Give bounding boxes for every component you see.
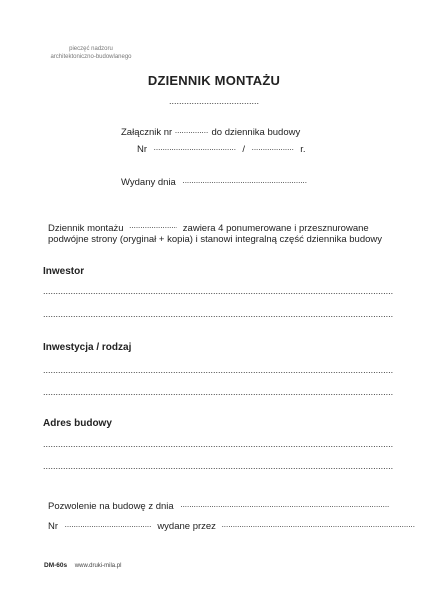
statement-part-2: zawiera 4 ponumerowane i przesznurowane [182, 223, 369, 234]
register-slash: / [242, 144, 245, 155]
stamp-label-line-2: architektoniczno-budowlanego [50, 54, 132, 60]
title-number-field[interactable] [169, 97, 259, 106]
address-line-1[interactable] [43, 440, 393, 449]
stamp-label-line-1: pieczęć nadzoru [69, 46, 113, 52]
attachment-suffix: do dziennika budowy [211, 127, 301, 138]
permit-issued-by-label: wydane przez [157, 521, 216, 532]
permit-label: Pozwolenie na budowę z dnia [48, 501, 174, 512]
statement-paragraph [48, 220, 403, 245]
investor-heading: Inwestor [43, 266, 85, 277]
architect-supervision-stamp-area [36, 45, 146, 61]
issued-date-field[interactable] [182, 176, 307, 185]
investor-line-2[interactable] [43, 310, 393, 319]
issued-label: Wydany dnia [121, 177, 176, 188]
publisher-url: www.druki-mila.pl [74, 563, 122, 569]
document-title: DZIENNIK MONTAŻU [147, 73, 281, 88]
address-heading: Adres budowy [43, 418, 112, 429]
statement-number-field[interactable] [129, 220, 177, 231]
statement-line-2: podwójne strony (oryginał + kopia) i stanowi integralną część dziennika budowy [48, 234, 383, 245]
statement-part-1: Dziennik montażu [48, 223, 124, 234]
attachment-number-field[interactable] [175, 126, 209, 135]
investment-line-2[interactable] [43, 388, 393, 397]
attachment-prefix: Załącznik nr [121, 127, 173, 138]
address-line-2[interactable] [43, 462, 393, 471]
permit-date-field[interactable] [180, 500, 390, 509]
permit-issued-by-field[interactable] [222, 520, 415, 529]
register-year-field[interactable] [252, 143, 294, 152]
permit-number-field[interactable] [65, 520, 151, 529]
investor-line-1[interactable] [43, 287, 393, 296]
register-year-suffix: r. [300, 144, 306, 155]
form-code: DM-60s [44, 562, 68, 569]
attachment-row [121, 126, 300, 138]
investment-heading: Inwestycja / rodzaj [43, 342, 132, 353]
permit-nr-label: Nr [48, 521, 59, 532]
investment-line-1[interactable] [43, 366, 393, 375]
permit-number-row [48, 520, 415, 532]
register-number-field[interactable] [154, 143, 236, 152]
register-number-row [137, 143, 306, 155]
register-nr-label: Nr [137, 144, 148, 155]
footer [44, 562, 121, 569]
issued-row [121, 176, 307, 188]
permit-date-row [48, 500, 390, 512]
